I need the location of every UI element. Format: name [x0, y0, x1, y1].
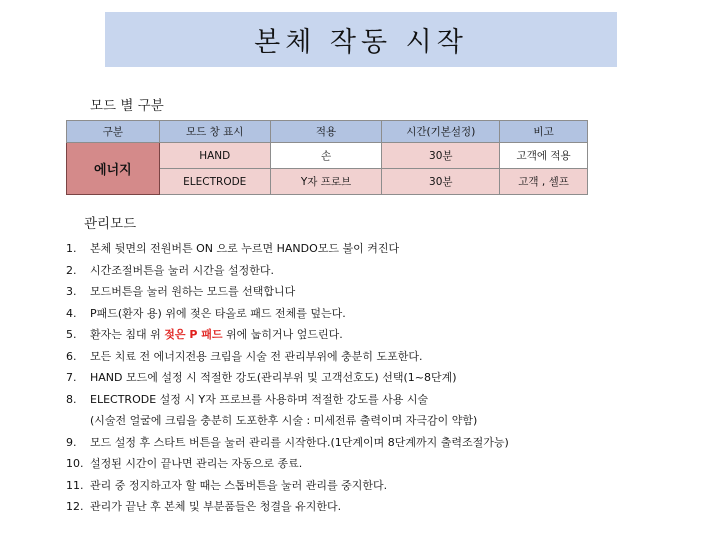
step-text: 시간조절버튼을 눌러 시간을 설정한다.: [90, 263, 275, 277]
step-number: 3.: [66, 285, 77, 298]
cell-note: 고객에 적용: [500, 143, 588, 169]
header-time: 시간(기본설정): [382, 121, 500, 143]
highlighted-text: 젖은 P 패드: [164, 328, 223, 341]
step-number: 2.: [66, 263, 77, 277]
list-item: [66, 453, 509, 475]
step-text: 모드버튼을 눌러 원하는 모드를 선택합니다: [90, 285, 296, 298]
step-text: P패드(환자 용) 위에 젖은 타올로 패드 전체를 덮는다.: [90, 306, 346, 320]
list-item: [66, 475, 509, 497]
step-number: 9.: [66, 435, 77, 449]
table-header-row: [67, 121, 588, 143]
step-number: 11.: [66, 478, 84, 492]
step-number: 6.: [66, 349, 77, 363]
mode-section-label: 모드 별 구분: [90, 98, 164, 114]
header-note: 비고: [500, 121, 588, 143]
table-row: [67, 143, 588, 169]
list-item: [66, 303, 509, 325]
list-item: [66, 324, 509, 346]
step-text: HAND 모드에 설정 시 적절한 강도(관리부위 및 고객선호도) 선택(1~8단계): [90, 371, 457, 384]
list-item: [66, 410, 509, 432]
step-text: 본체 뒷면의 전원버튼 ON 으로 누르면 HANDO모드 불이 켜진다: [90, 242, 400, 255]
care-section-label: 관리모드: [84, 216, 137, 232]
step-number: 7.: [66, 371, 77, 384]
header-application: 적용: [270, 121, 382, 143]
mode-table: [66, 120, 588, 195]
step-text: 관리가 끝난 후 본체 및 부분품들은 청결을 유지한다.: [90, 500, 342, 513]
list-item: [66, 238, 509, 260]
group-cell: 에너지: [67, 143, 160, 195]
step-number: 10.: [66, 457, 84, 470]
list-item: [66, 260, 509, 282]
step-number: 8.: [66, 392, 77, 406]
step-text: 설정된 시간이 끝나면 관리는 자동으로 종료.: [90, 457, 303, 470]
list-item: [66, 496, 509, 518]
cell-time: 30분: [382, 169, 500, 195]
header-mode-display: 모드 창 표시: [159, 121, 270, 143]
cell-note: 고객 , 셀프: [500, 169, 588, 195]
step-text: 관리 중 정지하고자 할 때는 스톱버튼을 눌러 관리를 중지한다.: [90, 478, 388, 492]
step-number: 1.: [66, 242, 77, 255]
step-text: 모드 설정 후 스타트 버튼을 눌러 관리를 시작한다.(1단계이며 8단계까지 출력조절가능): [90, 435, 509, 449]
step-number: 12.: [66, 500, 84, 513]
step-text: 모든 치료 전 에너지전용 크림을 시술 전 관리부위에 충분히 도포한다.: [90, 349, 423, 363]
page-title: 본체 작동 시작: [254, 27, 468, 58]
list-item: [66, 432, 509, 454]
step-number: 5.: [66, 328, 77, 341]
cell-mode: HAND: [159, 143, 270, 169]
list-item: [66, 346, 509, 368]
list-item: [66, 367, 509, 389]
cell-time: 30분: [382, 143, 500, 169]
step-text: 환자는 침대 위: [90, 328, 165, 341]
header-category: 구분: [67, 121, 160, 143]
cell-application: Y자 프로브: [270, 169, 382, 195]
list-item: [66, 281, 509, 303]
step-number: 4.: [66, 306, 77, 320]
step-text: 위에 눕히거나 엎드린다.: [222, 328, 343, 341]
steps-list: [66, 238, 509, 518]
cell-mode: ELECTRODE: [159, 169, 270, 195]
title-banner: [105, 12, 617, 67]
list-item: [66, 389, 509, 411]
step-text: (시술전 얼굴에 크림을 충분히 도포한후 시술 : 미세전류 출력이며 자극감이 약함): [90, 414, 478, 427]
step-text: ELECTRODE 설정 시 Y자 프로브를 사용하며 적절한 강도를 사용 시술: [90, 392, 429, 406]
cell-application: 손: [270, 143, 382, 169]
